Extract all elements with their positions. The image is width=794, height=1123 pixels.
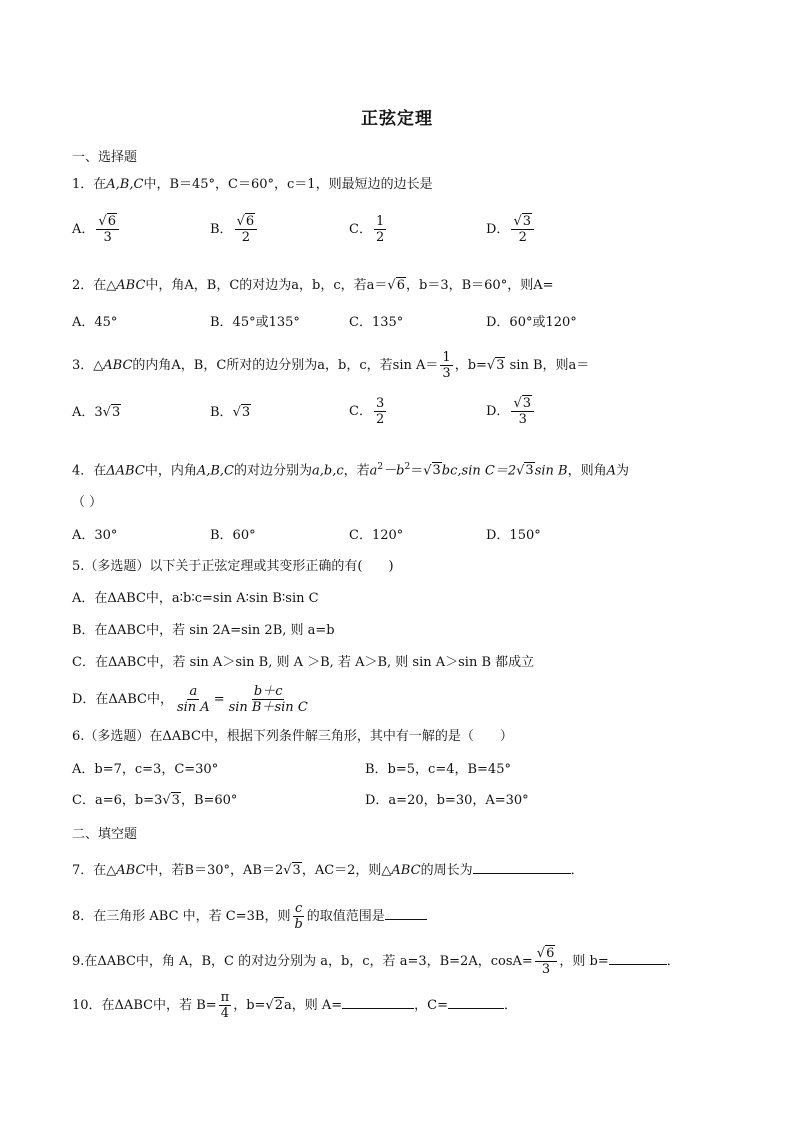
q6-option-d: D．a=20，b=30，A=30° xyxy=(365,793,529,808)
q2-option-d: D．60°或120° xyxy=(486,315,577,330)
q6-option-c: C．a=6，b=3√3，B=60° xyxy=(72,793,238,808)
question-10: 10．在ΔABC中，若 B= $\frac{\pi}{4}$ ，b=√2a，则 A= ，C= ． xyxy=(72,990,518,1021)
q3-option-a: A．3√3 xyxy=(72,405,121,420)
q2-option-a: A．45° xyxy=(72,315,118,330)
q5-option-a: A．在ΔABC中，a∶b∶c=sin A∶sin B∶sin C xyxy=(72,591,319,606)
question-4-paren: （ ） xyxy=(72,495,103,510)
q7-answer-blank[interactable] xyxy=(473,861,571,874)
q8-answer-blank[interactable] xyxy=(385,907,427,920)
page-title: 正弦定理 xyxy=(361,109,433,129)
question-2-stem: 2．在△ABC中，角A，B，C的对边为a，b，c，若a＝√6，b＝3，B＝60°，则A= xyxy=(72,278,554,293)
q3-option-d: D． $\frac{√3}{3}$ xyxy=(486,396,536,427)
q1-option-b: B． $\frac{√6}{2}$ xyxy=(210,214,259,245)
q5-option-d: D．在ΔABC中， $\frac{a}{\text{sin A}}$ = $\frac{b+c}{\text{sin B＋sin C}}$ xyxy=(72,684,308,715)
q3-option-c: C． $\frac{3}{2}$ xyxy=(349,396,385,427)
q1-option-c: C． $\frac{1}{2}$ xyxy=(349,214,385,245)
q3-option-b: B．√3 xyxy=(210,405,251,420)
q2-option-b: B．45°或135° xyxy=(210,315,300,330)
q10-answer-blank-c[interactable] xyxy=(448,996,504,1009)
q10-answer-blank-a[interactable] xyxy=(342,996,414,1009)
q1-option-a: A． $\frac{√6}{3}$ xyxy=(72,214,121,245)
q5-option-c: C．在ΔABC中，若 sin A＞sin B, 则 A ＞B, 若 A＞B, 则 sin A＞sin B 都成立 xyxy=(72,655,535,670)
q4-option-d: D．150° xyxy=(486,528,541,543)
q4-option-c: C．120° xyxy=(349,528,404,543)
question-8: 8．在三角形 ABC 中，若 C=3B，则 $\frac{c}{b}$ 的取值范围是 xyxy=(72,901,427,932)
q1-option-d: D． $\frac{√3}{2}$ xyxy=(486,214,536,245)
q6-option-a: A．b=7，c=3，C=30° xyxy=(72,762,219,777)
question-3-stem: 3．△ABC的内角A，B，C所对的边分别为a，b，c，若sin A＝ $\frac{1}{3}$ ，b=√3 sin B，则a＝ xyxy=(72,350,590,381)
question-1-stem: 1．在A,B,C中，B＝45°，C＝60°，c＝1，则最短边的边长是 xyxy=(72,177,433,192)
question-7: 7．在△ABC中，若B＝30°，AB＝2√3，AC＝2，则△ABC的周长为 ． xyxy=(72,863,584,878)
question-6-stem: 6.（多选题）在ΔABC中，根据下列条件解三角形，其中有一解的是（ ） xyxy=(72,729,513,744)
question-9: 9.在ΔABC中，角 A，B，C 的对边分别为 a，b，c，若 a=3，B=2A，cosA= $\frac{√6}{3}$ ，则 b= ． xyxy=(72,946,680,977)
question-5-stem: 5.（多选题）以下关于正弦定理或其变形正确的有( ) xyxy=(72,559,394,574)
q6-option-b: B．b=5，c=4，B=45° xyxy=(365,762,511,777)
q2-option-c: C．135° xyxy=(349,315,404,330)
q4-option-b: B．60° xyxy=(210,528,256,543)
section-heading-choice: 一、选择题 xyxy=(72,150,138,165)
section-heading-fill: 二、填空题 xyxy=(72,827,138,842)
q5-option-b: B．在ΔABC中，若 sin 2A=sin 2B, 则 a=b xyxy=(72,623,335,638)
q4-option-a: A．30° xyxy=(72,528,118,543)
question-4-stem: 4．在ΔABC中，内角A,B,C的对边分别为a,b,c，若$a^2-b^2=√3bc,\sin$ C＝2√3sin B，则角A为 xyxy=(72,462,629,479)
q9-answer-blank[interactable] xyxy=(609,952,667,965)
